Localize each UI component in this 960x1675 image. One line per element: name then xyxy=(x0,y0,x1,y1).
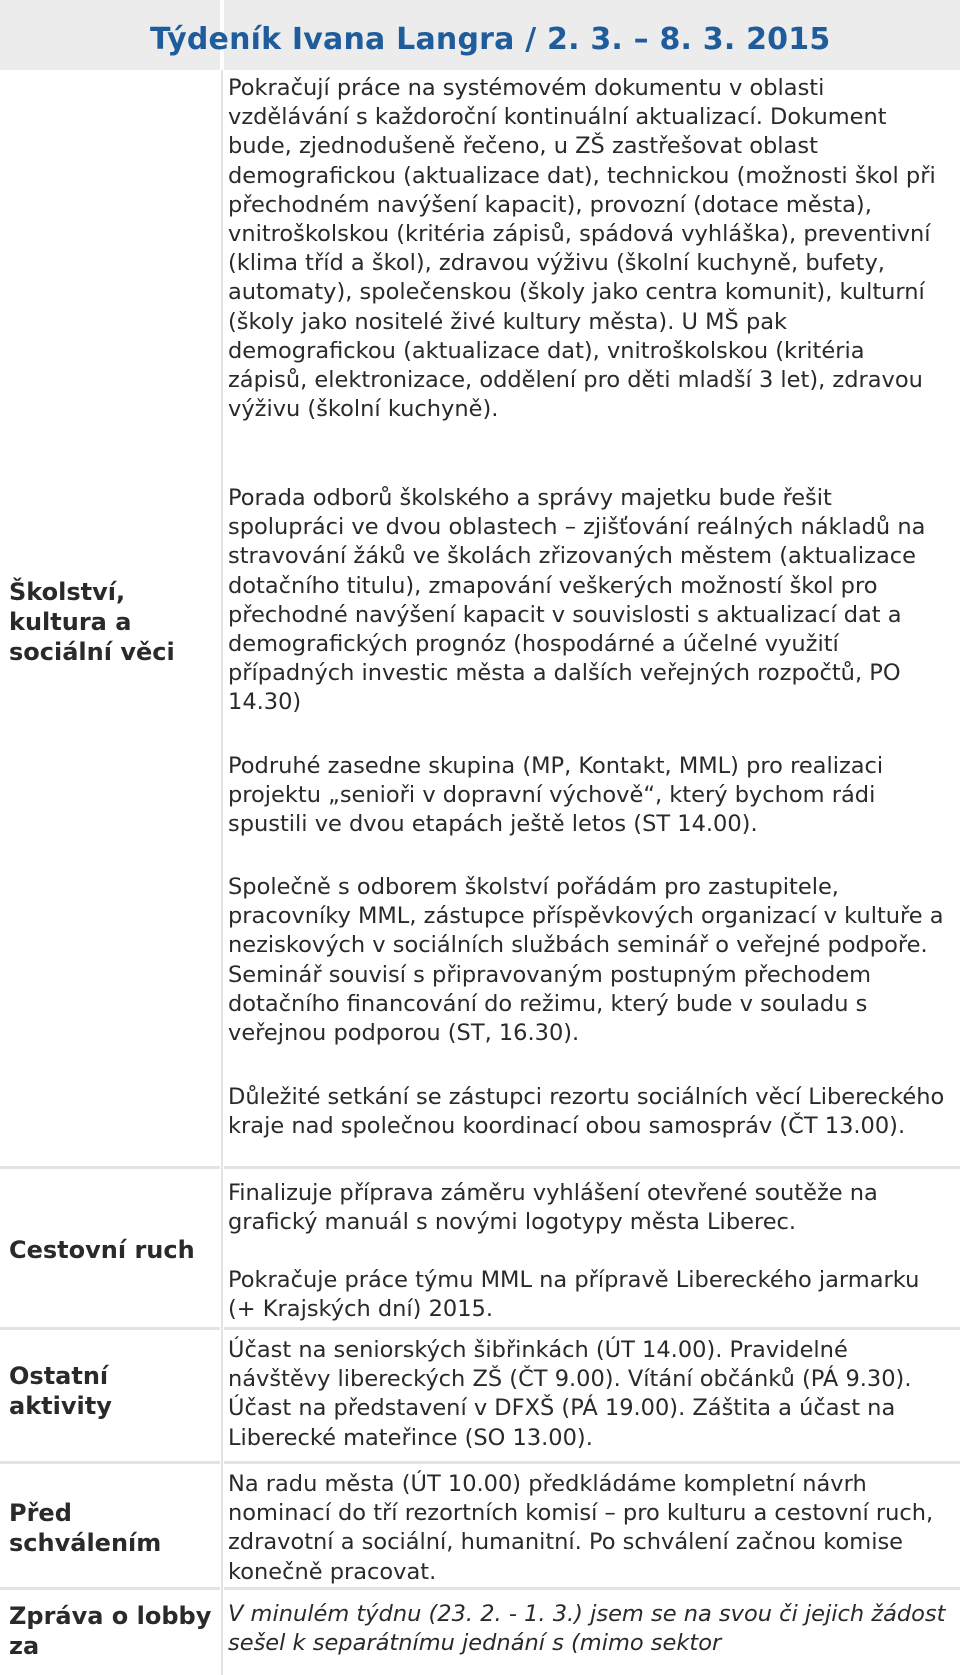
paragraph-zprava-o-lobby: V minulém týdnu (23. 2. - 1. 3.) jsem se na svou či jejich žádost sešel k separátnímu jednání s (mimo sektor xyxy=(228,1601,946,1657)
row-divider xyxy=(224,1461,960,1464)
row-divider xyxy=(0,1587,220,1590)
paragraph-skolstvi-2: Porada odborů školského a správy majetku bude řešit spolupráci ve dvou oblastech – zjišťování reálných nákladů na stravování žáků ve školách zřizovaných městem (aktualizace dotačního titulu), zmapování veškerých možností škol pro přechodné navýšení kapacit v souvislosti s aktualizací dat a demografických prognóz (hospodárné a účelné využití případných investic města a dalších veřejných rozpočtů, PO 14.30) xyxy=(228,485,926,716)
header xyxy=(0,0,960,70)
paragraph-skolstvi-5: Důležité setkání se zástupci rezortu sociálních věcí Libereckého kraje nad společnou koordinací obou samospráv (ČT 13.00). xyxy=(228,1084,945,1140)
row-divider xyxy=(0,1461,220,1464)
page-title: Týdeník Ivana Langra / 2. 3. – 8. 3. 2015 xyxy=(150,22,831,57)
row-divider xyxy=(224,1587,960,1590)
label-column xyxy=(0,70,220,1675)
paragraph-pred-schvalenim: Na radu města (ÚT 10.00) předkládáme kompletní návrh nominací do tří rezortních komisí – pro kulturu a cestovní ruch, zdravotní a sociální, humanitní. Po schválení začnou komise konečně pracovat. xyxy=(228,1471,934,1585)
paragraph-cestovni-ruch-1: Finalizuje příprava záměru vyhlášení otevřené soutěže na grafický manuál s novými logotypy města Liberec. xyxy=(228,1180,878,1236)
row-divider xyxy=(0,1166,220,1169)
row-divider xyxy=(0,1327,220,1330)
section-label-zprava-o-lobby: Zpráva o lobby za xyxy=(9,1602,212,1660)
paragraph-skolstvi-4: Společně s odborem školství pořádám pro zastupitele, pracovníky MML, zástupce příspěvkových organizací v kultuře a neziskových v sociálních službách seminář o veřejné podpoře. Seminář souvisí s připravovaným postupným přechodem dotačního financování do režimu, který bude v souladu s veřejnou podporou (ST, 16.30). xyxy=(228,874,944,1047)
section-label-pred-schvalenim: Před schválením xyxy=(9,1499,162,1557)
section-label-cestovni-ruch: Cestovní ruch xyxy=(9,1236,195,1264)
row-divider xyxy=(224,1327,960,1330)
paragraph-cestovni-ruch-2: Pokračuje práce týmu MML na přípravě Libereckého jarmarku (+ Krajských dní) 2015. xyxy=(228,1267,920,1323)
section-label-skolstvi: Školství, kultura a sociální věci xyxy=(9,578,175,666)
section-label-ostatni-aktivity: Ostatní aktivity xyxy=(9,1362,112,1420)
paragraph-skolstvi-3: Podruhé zasedne skupina (MP, Kontakt, MML) pro realizaci projektu „senioři v dopravní výchově“, který bychom rádi spustili ve dvou etapách ještě letos (ST 14.00). xyxy=(228,753,884,838)
row-divider xyxy=(224,1166,960,1169)
column-divider xyxy=(221,70,223,1675)
paragraph-ostatni-aktivity: Účast na seniorských šibřinkách (ÚT 14.00). Pravidelné návštěvy libereckých ZŠ (ČT 9.00). Vítání občánků (PÁ 9.30). Účast na představení v DFXŠ (PÁ 19.00). Záštita a účast na Liberecké mateřince (SO 13.00). xyxy=(228,1337,912,1451)
paragraph-skolstvi-1: Pokračují práce na systémovém dokumentu v oblasti vzdělávání s každoroční kontinuální aktualizací. Dokument bude, zjednodušeně řečeno, u ZŠ zastřešovat oblast demografickou (aktualizace dat), technickou (možnosti škol při přechodném navýšení kapacit), provozní (dotace města), vnitroškolskou (kritéria zápisů, spádová vyhláška), preventivní (klima tříd a škol), zdravou výživu (školní kuchyně, bufety, automaty), společenskou (školy jako centra komunit), kulturní (školy jako nositelé živé kultury města). U MŠ pak demografickou (aktualizace dat), vnitroškolskou (kritéria zápisů, elektronizace, oddělení pro děti mladší 3 let), zdravou výživu (školní kuchyně). xyxy=(228,75,936,423)
